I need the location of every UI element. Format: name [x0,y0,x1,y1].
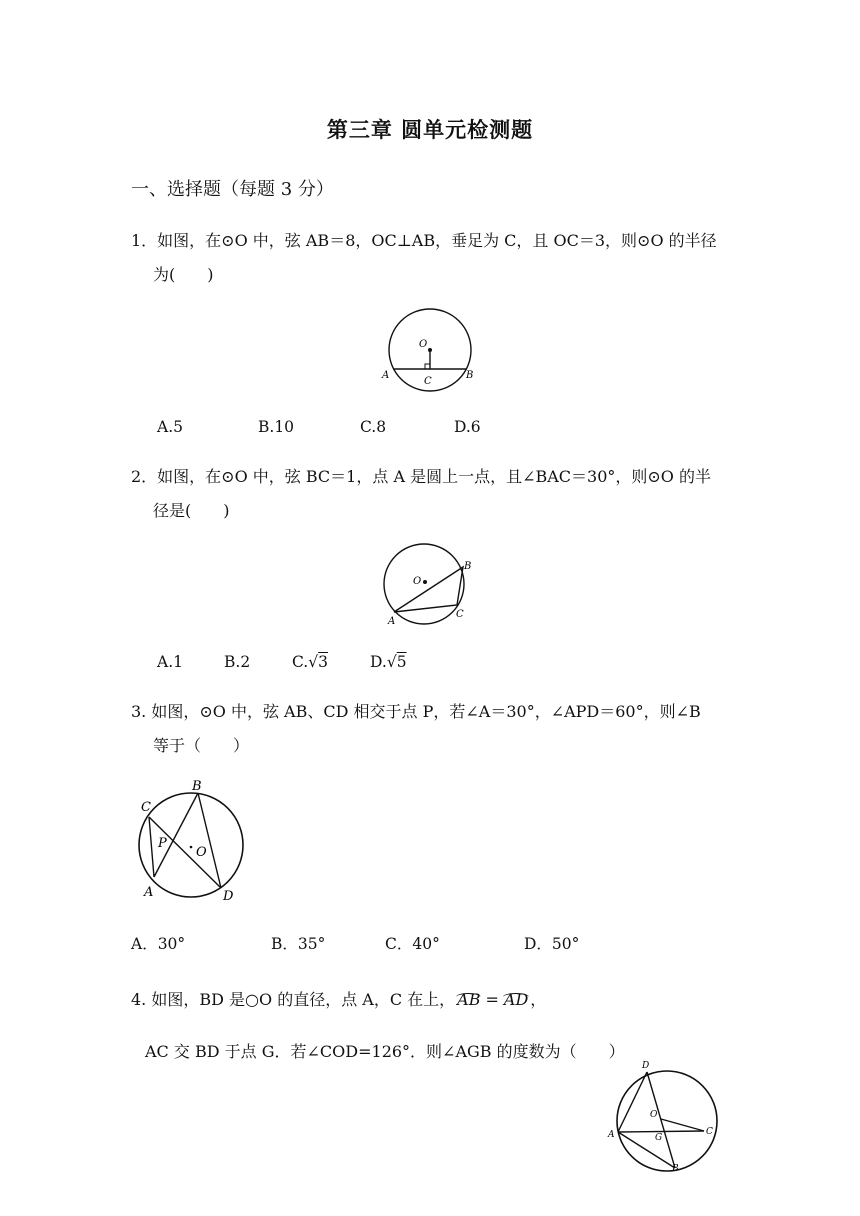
q1-option-c: C.8 [360,418,387,436]
center-point [423,580,427,584]
label-a: A [388,616,396,627]
question-4-line-1 [131,983,546,1017]
q3-option-a: A．30° [131,935,186,953]
question-3-figure [130,772,250,904]
section-heading: 一、选择题（每题 3 分） [131,179,334,200]
q3-option-b: B．35° [271,935,326,953]
center-point [190,846,193,849]
label-o: O [419,339,428,350]
question-3-line-1: 3. 如图，⊙O 中，弦 AB、CD 相交于点 P，若∠A＝30°，∠APD＝60°，则∠B [131,702,701,721]
q2-option-d-radicand: 5 [396,653,407,671]
arc-ab [455,990,482,1009]
circle-outline [139,793,243,897]
q1-option-b: B.10 [258,418,295,436]
question-1-line-1: 1．如图，在⊙O 中，弦 AB＝8，OC⊥AB，垂足为 C，且 OC＝3，则⊙O 的半径 [131,231,717,250]
right-angle-mark [425,364,430,369]
chord-da [618,1072,647,1132]
arc-ab-mark [456,993,481,1001]
label-o: O [650,1110,658,1120]
q2-option-c-radicand: 3 [318,653,328,671]
question-4-line-2: AC 交 BD 于点 G．若∠COD=126°．则∠AGB 的度数为（ ） [145,1042,625,1061]
question-4-suffix: ， [530,990,547,1009]
label-g: G [655,1133,663,1143]
chord-ab [154,793,198,877]
label-p: P [158,836,167,851]
q2-option-c [292,653,328,671]
chord-cd [149,817,221,888]
arc-ad [502,990,530,1009]
label-a: A [608,1130,615,1140]
arc-ad-label: AD [503,990,529,1009]
radius-oc [661,1119,704,1131]
label-b: B [672,1164,679,1174]
q2-option-d-label: D. [370,653,387,671]
arc-ab-label: AB [457,990,481,1009]
question-1-line-2: 为( ) [153,265,214,284]
sqrt-sign: √ [386,653,397,671]
label-o: O [196,845,207,860]
label-a: A [144,885,154,900]
q2-option-c-label: C. [292,653,309,671]
arc-ad-mark [503,993,529,1001]
chord-ac [618,1131,704,1132]
label-b: B [466,370,474,381]
label-a: A [382,370,390,381]
question-2-line-2: 径是( ) [153,501,230,520]
q2-option-b: B.2 [224,653,251,671]
center-point [428,348,432,352]
q3-option-d: D．50° [524,935,580,953]
label-d: D [223,889,234,904]
q1-option-d: D.6 [454,418,481,436]
label-c: C [141,800,151,815]
chord-ca [149,817,154,877]
question-2-line-1: 2．如图，在⊙O 中，弦 BC＝1，点 A 是圆上一点，且∠BAC＝30°，则⊙O 的半 [131,467,712,486]
label-c: C [456,609,464,620]
question-1-figure [378,305,488,395]
triangle-abc [394,567,463,612]
q3-option-c: C．40° [385,935,440,953]
arc-equals: = [485,990,499,1009]
label-c: C [706,1127,713,1137]
chord-bd [198,793,221,888]
label-b: B [192,779,202,794]
label-b: B [464,561,472,572]
question-3-line-2: 等于（ ） [153,736,250,755]
sqrt-sign: √ [308,653,319,671]
label-d: D [642,1061,650,1071]
label-c: C [424,376,432,387]
q1-option-a: A.5 [157,418,183,436]
q2-option-a: A.1 [157,653,183,671]
label-o: O [413,576,422,587]
question-4-prefix: 4. 如图，BD 是○O 的直径，点 A，C 在上， [131,990,456,1009]
question-2-figure [380,540,480,630]
question-4-figure [605,1058,725,1173]
q2-option-d [370,653,407,671]
page-title: 第三章 圆单元检测题 [326,118,534,142]
